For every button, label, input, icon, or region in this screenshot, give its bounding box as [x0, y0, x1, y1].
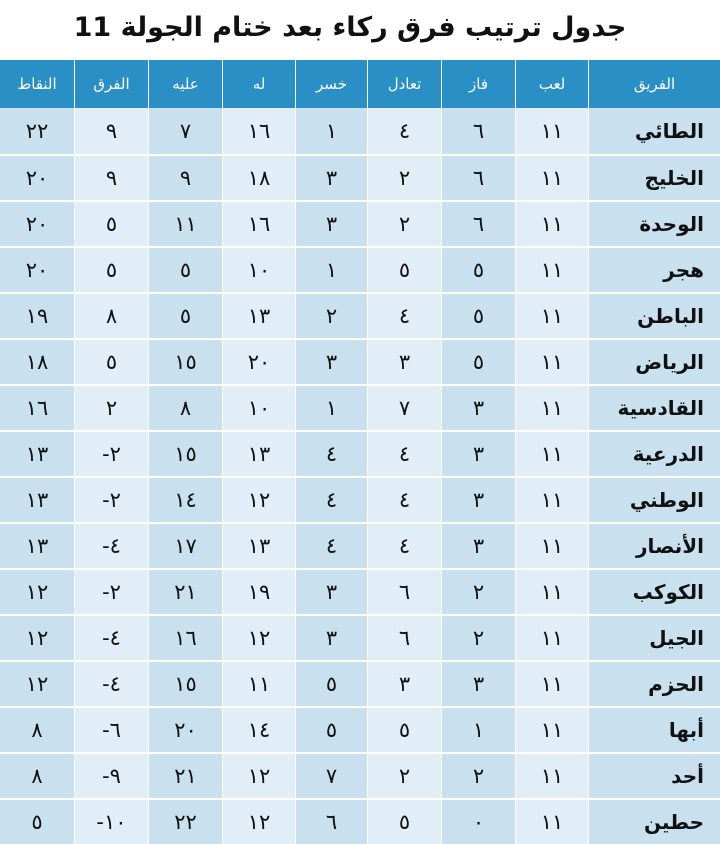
cell-lost: ٦ — [295, 798, 367, 844]
cell-goal-difference: ٤- — [74, 614, 148, 660]
table-row — [0, 476, 720, 522]
table-row — [0, 706, 720, 752]
cell-drawn: ٥ — [367, 706, 441, 752]
cell-goals-against: ٢٠ — [148, 706, 222, 752]
cell-team-name: القادسية — [588, 384, 720, 430]
cell-team-name: الأنصار — [588, 522, 720, 568]
cell-points: ١٨ — [0, 338, 74, 384]
cell-drawn: ٣ — [367, 660, 441, 706]
cell-goals-for: ١٣ — [222, 522, 295, 568]
cell-won: ٦ — [441, 154, 515, 200]
cell-team-name: الجيل — [588, 614, 720, 660]
cell-team-name: الباطن — [588, 292, 720, 338]
cell-goals-for: ١٨ — [222, 154, 295, 200]
cell-won: ٣ — [441, 384, 515, 430]
cell-goals-for: ١٢ — [222, 476, 295, 522]
cell-lost: ٢ — [295, 292, 367, 338]
table-row — [0, 154, 720, 200]
cell-team-name: أبها — [588, 706, 720, 752]
cell-goal-difference: ٢ — [74, 384, 148, 430]
cell-goal-difference: ١٠- — [74, 798, 148, 844]
cell-team-name: الوحدة — [588, 200, 720, 246]
cell-won: ٢ — [441, 752, 515, 798]
cell-drawn: ٢ — [367, 752, 441, 798]
cell-team-name: الرياض — [588, 338, 720, 384]
cell-won: ٦ — [441, 108, 515, 154]
cell-lost: ٥ — [295, 706, 367, 752]
cell-goal-difference: ٩ — [74, 108, 148, 154]
cell-lost: ٧ — [295, 752, 367, 798]
cell-goals-for: ١٦ — [222, 200, 295, 246]
header-goal-difference: الفرق — [74, 60, 148, 108]
cell-played: ١١ — [515, 384, 588, 430]
cell-played: ١١ — [515, 108, 588, 154]
table-row — [0, 292, 720, 338]
cell-lost: ١ — [295, 384, 367, 430]
cell-points: ٨ — [0, 706, 74, 752]
cell-goals-for: ١٠ — [222, 384, 295, 430]
cell-goals-against: ١٥ — [148, 660, 222, 706]
table-row — [0, 200, 720, 246]
cell-won: ٦ — [441, 200, 515, 246]
cell-goals-for: ١٣ — [222, 292, 295, 338]
cell-points: ٨ — [0, 752, 74, 798]
cell-goals-against: ١٤ — [148, 476, 222, 522]
cell-drawn: ٢ — [367, 200, 441, 246]
cell-points: ١٦ — [0, 384, 74, 430]
cell-goal-difference: ٢- — [74, 476, 148, 522]
cell-goals-against: ١٥ — [148, 338, 222, 384]
table-row — [0, 522, 720, 568]
cell-team-name: الكوكب — [588, 568, 720, 614]
cell-drawn: ٤ — [367, 108, 441, 154]
cell-goal-difference: ٢- — [74, 430, 148, 476]
cell-team-name: الحزم — [588, 660, 720, 706]
cell-points: ١٣ — [0, 430, 74, 476]
cell-goals-for: ٢٠ — [222, 338, 295, 384]
cell-drawn: ٦ — [367, 568, 441, 614]
header-drawn: تعادل — [367, 60, 441, 108]
cell-goals-for: ١٠ — [222, 246, 295, 292]
table-row — [0, 798, 720, 844]
cell-team-name: الخليج — [588, 154, 720, 200]
cell-goal-difference: ٢- — [74, 568, 148, 614]
cell-played: ١١ — [515, 430, 588, 476]
cell-played: ١١ — [515, 798, 588, 844]
cell-goal-difference: ٨ — [74, 292, 148, 338]
cell-goals-against: ١٥ — [148, 430, 222, 476]
table-row — [0, 752, 720, 798]
cell-played: ١١ — [515, 246, 588, 292]
cell-won: ٥ — [441, 246, 515, 292]
cell-drawn: ٥ — [367, 798, 441, 844]
cell-won: ٠ — [441, 798, 515, 844]
cell-drawn: ٢ — [367, 154, 441, 200]
cell-played: ١١ — [515, 568, 588, 614]
cell-lost: ٣ — [295, 154, 367, 200]
cell-lost: ١ — [295, 246, 367, 292]
cell-played: ١١ — [515, 752, 588, 798]
cell-lost: ٣ — [295, 614, 367, 660]
cell-goals-for: ١٢ — [222, 614, 295, 660]
cell-lost: ٣ — [295, 200, 367, 246]
table-body — [0, 108, 720, 844]
table-row — [0, 246, 720, 292]
cell-lost: ٥ — [295, 660, 367, 706]
cell-team-name: أحد — [588, 752, 720, 798]
cell-drawn: ٤ — [367, 430, 441, 476]
cell-points: ١٩ — [0, 292, 74, 338]
table-row — [0, 430, 720, 476]
cell-goals-against: ١١ — [148, 200, 222, 246]
table-row — [0, 568, 720, 614]
cell-drawn: ٥ — [367, 246, 441, 292]
cell-played: ١١ — [515, 614, 588, 660]
cell-goals-for: ١٦ — [222, 108, 295, 154]
cell-won: ٣ — [441, 660, 515, 706]
cell-goals-against: ٧ — [148, 108, 222, 154]
cell-played: ١١ — [515, 522, 588, 568]
cell-won: ٣ — [441, 522, 515, 568]
header-goals-against: عليه — [148, 60, 222, 108]
cell-points: ٢٠ — [0, 200, 74, 246]
cell-goals-against: ٥ — [148, 292, 222, 338]
cell-points: ١٣ — [0, 476, 74, 522]
cell-team-name: حطين — [588, 798, 720, 844]
cell-points: ٢٠ — [0, 154, 74, 200]
cell-played: ١١ — [515, 154, 588, 200]
cell-goal-difference: ٤- — [74, 660, 148, 706]
table-row — [0, 338, 720, 384]
cell-goals-against: ٢١ — [148, 752, 222, 798]
cell-lost: ١ — [295, 108, 367, 154]
cell-lost: ٤ — [295, 430, 367, 476]
cell-goals-against: ٥ — [148, 246, 222, 292]
cell-points: ١٣ — [0, 522, 74, 568]
cell-drawn: ٤ — [367, 292, 441, 338]
cell-played: ١١ — [515, 338, 588, 384]
cell-goals-against: ٨ — [148, 384, 222, 430]
cell-goal-difference: ٦- — [74, 706, 148, 752]
header-team: الفريق — [588, 60, 720, 108]
cell-goals-against: ٩ — [148, 154, 222, 200]
cell-goal-difference: ٥ — [74, 200, 148, 246]
cell-points: ٢٠ — [0, 246, 74, 292]
cell-goals-for: ١٢ — [222, 798, 295, 844]
cell-drawn: ٧ — [367, 384, 441, 430]
table-row — [0, 660, 720, 706]
cell-goal-difference: ٩- — [74, 752, 148, 798]
cell-goals-for: ١١ — [222, 660, 295, 706]
cell-goals-for: ١٤ — [222, 706, 295, 752]
cell-points: ١٢ — [0, 660, 74, 706]
cell-won: ٣ — [441, 430, 515, 476]
cell-won: ٢ — [441, 568, 515, 614]
table-row — [0, 108, 720, 154]
page-title: جدول ترتيب فرق ركاء بعد ختام الجولة 11 — [73, 12, 627, 43]
cell-lost: ٤ — [295, 522, 367, 568]
header-points: النقاط — [0, 60, 74, 108]
cell-points: ١٢ — [0, 614, 74, 660]
cell-goal-difference: ٩ — [74, 154, 148, 200]
cell-won: ١ — [441, 706, 515, 752]
cell-played: ١١ — [515, 476, 588, 522]
table-row — [0, 614, 720, 660]
cell-lost: ٤ — [295, 476, 367, 522]
cell-points: ٥ — [0, 798, 74, 844]
table-row — [0, 384, 720, 430]
cell-goals-against: ٢١ — [148, 568, 222, 614]
cell-goal-difference: ٤- — [74, 522, 148, 568]
table-header-row — [0, 60, 720, 108]
cell-team-name: الطائي — [588, 108, 720, 154]
cell-goals-for: ١٩ — [222, 568, 295, 614]
standings-table — [0, 60, 720, 844]
cell-won: ٥ — [441, 338, 515, 384]
cell-drawn: ٤ — [367, 476, 441, 522]
header-lost: خسر — [295, 60, 367, 108]
cell-goals-for: ١٣ — [222, 430, 295, 476]
cell-won: ٣ — [441, 476, 515, 522]
cell-drawn: ٤ — [367, 522, 441, 568]
header-goals-for: له — [222, 60, 295, 108]
cell-goals-against: ١٦ — [148, 614, 222, 660]
cell-goals-for: ١٢ — [222, 752, 295, 798]
cell-played: ١١ — [515, 660, 588, 706]
cell-goals-against: ١٧ — [148, 522, 222, 568]
cell-lost: ٣ — [295, 568, 367, 614]
cell-goals-against: ٢٢ — [148, 798, 222, 844]
cell-points: ١٢ — [0, 568, 74, 614]
cell-drawn: ٣ — [367, 338, 441, 384]
cell-goal-difference: ٥ — [74, 246, 148, 292]
header-played: لعب — [515, 60, 588, 108]
cell-played: ١١ — [515, 292, 588, 338]
cell-team-name: هجر — [588, 246, 720, 292]
cell-played: ١١ — [515, 200, 588, 246]
cell-won: ٥ — [441, 292, 515, 338]
header-won: فاز — [441, 60, 515, 108]
cell-won: ٢ — [441, 614, 515, 660]
cell-drawn: ٦ — [367, 614, 441, 660]
cell-team-name: الدرعية — [588, 430, 720, 476]
cell-points: ٢٢ — [0, 108, 74, 154]
cell-played: ١١ — [515, 706, 588, 752]
cell-lost: ٣ — [295, 338, 367, 384]
cell-team-name: الوطني — [588, 476, 720, 522]
cell-goal-difference: ٥ — [74, 338, 148, 384]
